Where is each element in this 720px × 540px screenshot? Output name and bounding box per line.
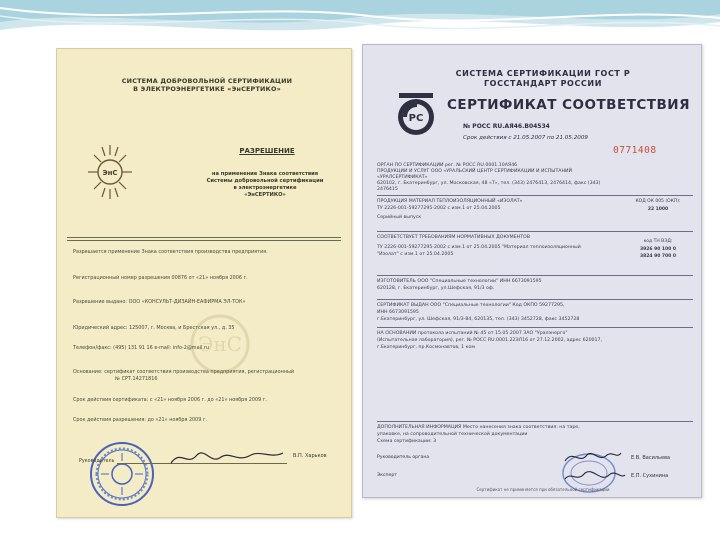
permit-line: Основание: сертификат соответствия производства предприятия, регистрационный [73, 369, 295, 375]
left-system-title: СИСТЕМА ДОБРОВОЛЬНОЙ СЕРТИФИКАЦИИ [121, 77, 293, 85]
header-wave-decoration [0, 0, 720, 44]
cert-line: ОРГАН ПО СЕРТИФИКАЦИИ рег. № РОСС RU.0001.10АЯ46 [377, 163, 518, 168]
cert-line: упаковке, на сопроводительной технической документации [377, 432, 528, 437]
cert-line: НА ОСНОВАНИИ протокола испытаний № 45 от 15.05.2007 ЗАО "Уралэнерго" [377, 331, 568, 336]
permit-title: РАЗРЕШЕНИЕ [239, 147, 295, 155]
permit-line: Срок действия разрешения: до «21» ноября 2009 г. [73, 417, 208, 423]
divider [67, 237, 341, 238]
code-box-value: 3824 90 700 0 [639, 254, 676, 259]
divider [377, 275, 693, 276]
permit-line: Телефон/факс: (495) 131 91 16 e-mail: info-2@mail.ru [73, 345, 209, 351]
certificate-footer: Сертификат не применяется при обязательной сертификации [476, 487, 610, 492]
cert-line: г.Екатеринбург, пр.Космонавтов, 1 ком [377, 345, 475, 350]
cert-line: г.Екатеринбург, ул. Шефская, 91/3-84, 620135, тел. (343) 3452728, факс 3452728 [377, 317, 580, 322]
cert-line: ПРОДУКЦИЯ МАТЕРИАЛ ТЕПЛОИЗОЛЯЦИОННЫЙ «ИЗОЛАТ» [377, 199, 523, 204]
permit-purpose [185, 171, 345, 199]
signer-name: Е.В. Васильева [631, 455, 671, 461]
purpose-line: «ЭнСЕРТИКО» [244, 192, 286, 198]
gost-pct-logo-icon [395, 91, 437, 139]
ensertico-permit-document [56, 48, 352, 518]
ensertico-sun-logo-icon [85, 141, 135, 203]
divider [377, 327, 693, 328]
ensertico-logo-label: ЭнС [102, 169, 118, 177]
right-system-heading [423, 69, 663, 89]
divider [377, 195, 693, 196]
code-box-value: 22 1000 [647, 207, 669, 212]
permit-line: Разрешение выдано: ООО «КОНСУЛЬТ-ДИЗАЙН-ЕАФИРМА ЭЛ-ТОК» [73, 299, 246, 305]
cert-line: ТУ 2226-001-59277295-2002 с изм.1 от 25.04.2005 "Материал теплоизоляционный [377, 245, 581, 250]
cert-line: 620128, г. Екатеринбург, ул.Шефская, 91/3 оф. [377, 286, 495, 291]
code-box-label: КОД ОК 005 (ОКП): [635, 199, 681, 204]
gost-conformity-certificate [362, 44, 702, 498]
cert-line: СЕРТИФИКАТ ВЫДАН ООО "Специальные технологии" Код ОКПО 59277295, [377, 303, 565, 308]
certificate-validity: Срок действия с 21.05.2007 по 21.05.2009 [463, 135, 588, 141]
permit-line: Регистрационный номер разрешения 00876 от «21» ноября 2006 г. [73, 275, 248, 281]
permit-line: Разрешается применение Знака соответствия производства предприятия. [73, 249, 268, 255]
permit-line: № СРТ.14271816 [115, 376, 158, 382]
role-label: Эксперт [377, 473, 397, 478]
handwritten-signature-icon [563, 449, 623, 465]
left-system-heading [87, 77, 327, 93]
purpose-line: на применение Знака соответствия [211, 171, 319, 177]
cert-line: 620102, г. Екатеринбург, ул. Московская, 48 «Т», тел. (343) 2476413, 2476414, факс (343) [377, 181, 601, 186]
cert-line: (Испытательная лаборатория), рег. № РОСС RU.0001.22ЭЛ16 от 27.12.2002, адрес 620017, [377, 338, 602, 343]
permit-line: Юридический адрес: 125007, г. Москва, и Брестская ул., д. 35 [73, 325, 235, 331]
code-box-label: код ТН ВЭД: [643, 239, 673, 244]
cert-line: ИЗГОТОВИТЕЛЬ ООО "Специальные технологии" ИНН 6673091595 [377, 279, 542, 284]
cert-line: СООТВЕТСТВУЕТ ТРЕБОВАНИЯМ НОРМАТИВНЫХ ДОКУМЕНТОВ [377, 235, 530, 240]
right-system-subtitle: ГОССТАНДАРТ РОССИИ [483, 79, 602, 88]
head-label: Руководитель [79, 459, 115, 464]
cert-line: «УРАЛСЕРТИФИКАТ» [377, 175, 428, 180]
right-system-title: СИСТЕМА СЕРТИФИКАЦИИ ГОСТ Р [455, 69, 631, 78]
svg-text:PC: PC [408, 113, 424, 124]
certificate-serial: 0771408 [613, 145, 657, 156]
cert-line: Серийный выпуск [377, 215, 422, 220]
divider [377, 421, 693, 422]
permit-line: Срок действия сертификата: с «21» ноября 2006 г. до «21» ноября 2009 г. [73, 397, 267, 403]
cert-line: "Изолат" с изм.1 от 25.04.2005 [377, 252, 454, 257]
divider [377, 231, 693, 232]
code-box-value: 3926 90 100 0 [639, 247, 676, 252]
signer-name: Е.П. Сухинина [631, 473, 669, 479]
divider [377, 299, 693, 300]
purpose-line: Системы добровольной сертификации [206, 178, 324, 184]
certificate-title: СЕРТИФИКАТ СООТВЕТСТВИЯ [447, 97, 690, 113]
handwritten-signature-icon [167, 447, 287, 469]
cert-line: 2476415 [377, 187, 398, 192]
cert-line: ДОПОЛНИТЕЛЬНАЯ ИНФОРМАЦИЯ Место нанесения знака соответствия: на таре, [377, 425, 580, 430]
cert-line: ТУ 2226-001-59277295-2002 с изм.1 от 25.04.2005 [377, 206, 501, 211]
handwritten-signature-icon [563, 469, 627, 485]
cert-line: ИНН 6673091595 [377, 310, 419, 315]
role-label: Руководитель органа [377, 455, 430, 460]
divider [67, 240, 341, 241]
blue-round-seal-icon [87, 439, 157, 509]
left-signer-name: В.П. Харьков [293, 453, 327, 459]
cert-line: Схема сертификации: 3 [377, 439, 437, 444]
cert-line: ПРОДУКЦИИ И УСЛУГ ООО «УРАЛЬСКИЙ ЦЕНТР СЕРТИФИКАЦИИ И ИСПЫТАНИЙ [377, 169, 573, 174]
purpose-line: в электроэнергетике [233, 185, 297, 191]
svg-text:ЭнС: ЭнС [198, 332, 242, 356]
certificate-number: № РОСС RU.АЯ46.В04534 [463, 123, 550, 130]
left-system-subtitle: В ЭЛЕКТРОЭНЕРГЕТИКЕ «ЭнСЕРТИКО» [133, 85, 281, 93]
